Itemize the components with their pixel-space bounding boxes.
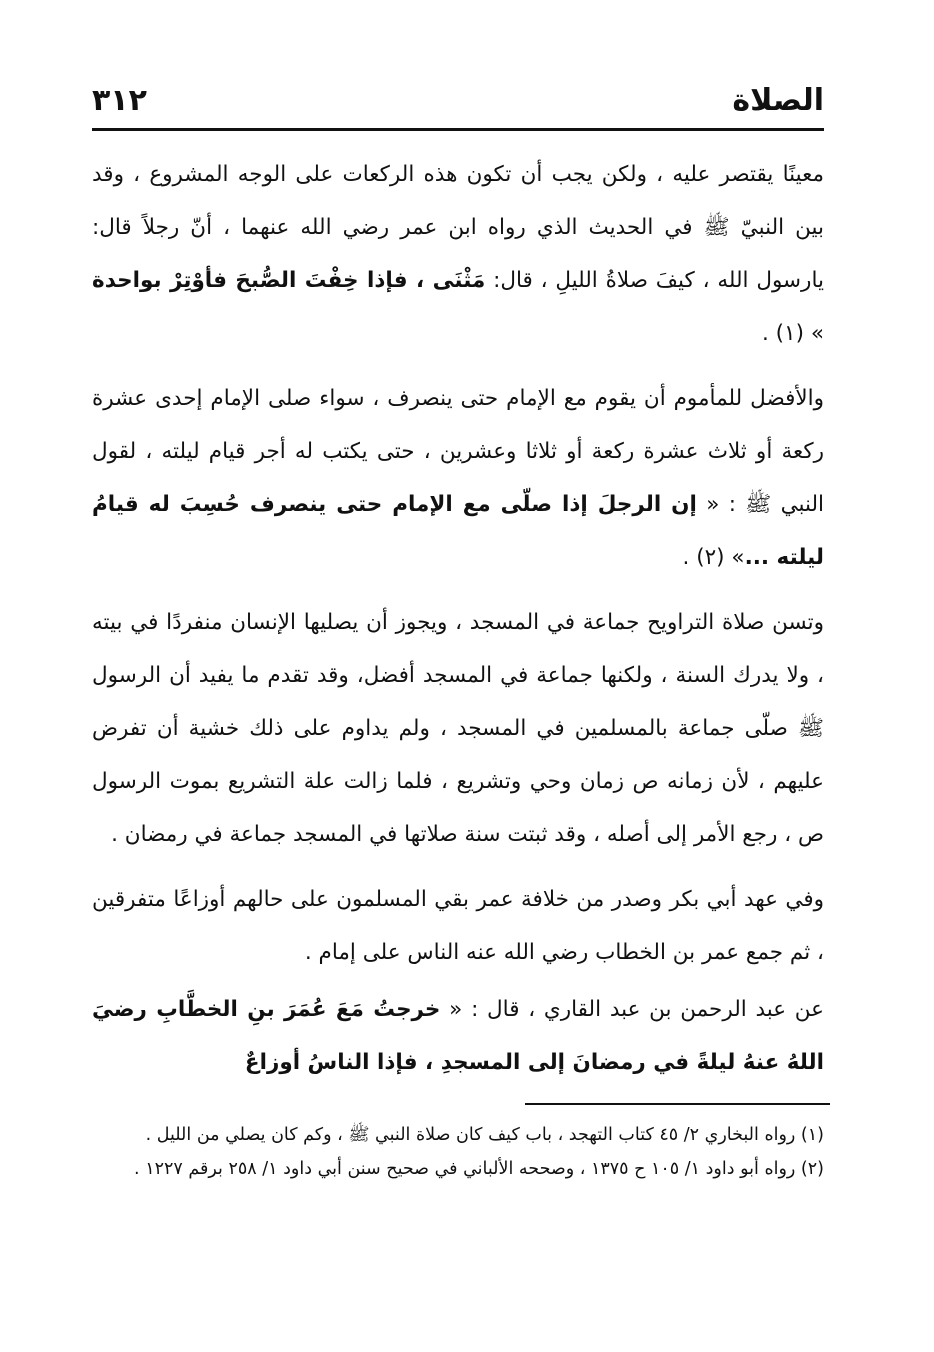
paragraph-2: والأفضل للمأموم أن يقوم مع الإمام حتى ينصرف ، سواء صلى الإمام إحدى عشرة ركعة أو ثلاث عشرة ركعة أو ثلاثا وعشرين ، حتى يكتب له أجر قيام ليلته ، لقول النبي ﷺ : « إن الرجلَ إذا صلّى مع الإمام حتى ينصرف حُسِبَ له قيامُ ليلته ...» (٢) .	[92, 386, 824, 570]
chapter-title: الصلاة	[732, 82, 824, 118]
main-text	[92, 148, 824, 1089]
footnote-divider	[525, 1103, 830, 1105]
paragraph-5: عن عبد الرحمن بن عبد القاري ، قال : « خرجتُ مَعَ عُمَرَ بنِ الخطَّابِ رضيَ اللهُ عنهُ ليلةً في رمضانَ إلى المسجدِ ، فإذا الناسُ أوزاعٌ	[92, 997, 824, 1075]
paragraph-4: وفي عهد أبي بكر وصدر من خلافة عمر بقي المسلمون على حالهم أوزاعًا متفرقين ، ثم جمع عمر بن الخطاب رضي الله عنه الناس على إمام .	[92, 887, 824, 965]
paragraph-1: معينًا يقتصر عليه ، ولكن يجب أن تكون هذه الركعات على الوجه المشروع ، وقد بين النبيّ ﷺ في الحديث الذي رواه ابن عمر رضي الله عنهما ، أنّ رجلاً قال: يارسول الله ، كيفَ صلاةُ الليلِ ، قال: مَثْنَى ، فإذا خِفْتَ الصُّبحَ فأوْتِرْ بواحدة » (١) .	[92, 162, 824, 346]
hadith-quote-3: خرجتُ مَعَ عُمَرَ بنِ الخطَّابِ رضيَ اللهُ عنهُ ليلةً في رمضانَ إلى المسجدِ ، فإذا الناسُ أوزاعٌ	[92, 997, 824, 1075]
hadith-quote-2: إن الرجلَ إذا صلّى مع الإمام حتى ينصرف حُسِبَ له قيامُ ليلته ...	[92, 492, 824, 570]
page-header	[92, 78, 824, 122]
footnote-2: (٢) رواه أبو داود ١/ ١٠٥ ح ١٣٧٥ ، وصححه الألباني في صحيح سنن أبي داود ١/ ٢٥٨ برقم ١٢٢٧ .	[134, 1159, 824, 1179]
header-divider	[92, 128, 824, 131]
footnotes	[92, 1118, 824, 1186]
footnote-1: (١) رواه البخاري ٢/ ٤٥ كتاب التهجد ، باب كيف كان صلاة النبي ﷺ ، وكم كان يصلي من الليل .	[145, 1125, 824, 1145]
paragraph-3: وتسن صلاة التراويح جماعة في المسجد ، ويجوز أن يصليها الإنسان منفردًا في بيته ، ولا يدرك السنة ، ولكنها جماعة في المسجد أفضل، وقد تقدم ما يفيد أن الرسول ﷺ صلّى جماعة بالمسلمين في المسجد ، ولم يداوم على ذلك خشية أن تفرض عليهم ، لأن زمانه ص زمان وحي وتشريع ، فلما زالت علة التشريع بموت الرسول ص ، رجع الأمر إلى أصله ، وقد ثبتت سنة صلاتها في المسجد جماعة في رمضان .	[92, 610, 824, 847]
page-number: ٣١٢	[92, 82, 147, 118]
hadith-quote-1: مَثْنَى ، فإذا خِفْتَ الصُّبحَ فأوْتِرْ بواحدة	[92, 268, 486, 293]
